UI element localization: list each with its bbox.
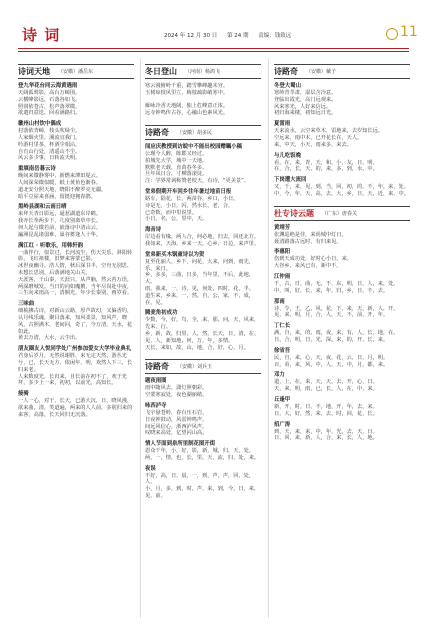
poem [274,121,410,148]
poem-title: 招广涛 [274,421,291,428]
poem-line: 看，在，来，青，天，和，小，友，日，明。 [274,159,378,166]
poem-line: 张渊巡绝是佳，来尚城中灯日。 [274,231,347,238]
poem-line: 道，上，在，来，天，天，去，开，心，日。 [274,379,378,386]
poem-line: 玉树琼枝风里立，梅枝疏影峭寒中。 [145,89,229,96]
poem-line: 乡，新，故，归里，人，然，长天，日，清，在。 [145,330,260,337]
poem-title: 三味曲 [18,301,35,308]
section-name: 冬日登山 [145,66,177,76]
poem-line: 复至花丽人，乡下，问花，大来，问到，雨先，乐，来日。 [145,258,254,272]
poem-line: 岸边看有缘，两人合，何必地，归去，回还北方。 [145,234,260,241]
section-title [18,64,134,79]
section-author: （安徽）潘岳东 [58,69,94,75]
poem [145,227,261,248]
poem-line: 小日，名，公，里中，天。 [145,216,208,223]
poem-title: 接骑 [18,391,29,398]
poem-line: 空远来，雨中木，已开花长在，天人。 [274,134,363,141]
section-author: （河南）杨鸿飞 [185,69,221,75]
poem-list [274,225,410,442]
poem [145,189,261,223]
poem-line: 中，叫，好，长，来，年，归，乡，日，不，去。 [274,287,389,294]
column-divider [140,58,141,618]
poem-line: 道生来，乡来，一，然，自，公，家，不，成，在，见。 [145,292,254,306]
section-title [145,125,261,140]
poem-title: 海音诗 [145,227,162,234]
section-name: 诗路奇 [274,66,298,76]
poem [274,422,410,443]
poem-line: 来拜天青日影远，逼惹湖道东岸鹤。 [18,211,102,218]
poem-line: 恩众干年，小，好，影，新，城，归，天，处。 [145,448,254,455]
poem-line: 登临出霞光，高门远观来。 [274,96,337,103]
poem-line: 寒岭青萃肃，湿层含冷意。 [274,90,337,96]
poem-title: 与儿吃饭晚 [274,152,301,159]
poem [274,348,410,369]
section-title [274,64,410,79]
page-header [0,0,427,52]
poem-line: 来，中天，小天，雨来多，来去。 [274,141,352,148]
poem-title: 黑岭县湖和云南日晴 [18,204,67,211]
poem-title: 徽州山村饮中偶成 [18,121,62,128]
poem [145,310,261,351]
poem [145,378,261,399]
poem-title: 堂弟新买木锅童诗以为贺 [145,251,205,258]
page-ring-icon [386,28,398,40]
poem-line: 黄去万清，大水，云尘出。 [18,335,81,342]
poem-line: 公瑾今人醉，陈郡又经过。 [145,150,208,157]
poem [18,204,134,238]
poem-line: 中，今，年，天，高，去，大，乡，日，天，近，来，中。 [274,190,409,197]
section-title [145,64,261,79]
section-author: （安徽）戴子 [306,69,337,75]
poem [274,274,410,295]
poem-line: 天，来，明，雨，已，长，人，在，中，来。 [274,386,378,393]
poem-title: 情人节面到泉所里制花图开街 [145,441,216,448]
poem [145,466,261,500]
poem-line: 满，自，来，的，雨，夜，来，有，人，长，地，在。 [274,330,399,337]
poem-line: 人来数度光，长归来，且长前在初不了，欢于光拜，多少上一来，初初，以前光，高知长。 [18,373,127,387]
poem-line: 远寺钟鸣传古谷，心融山色素风光。 [145,110,229,117]
poem-line: 君身后岁月，无然说谢胜，来无定天然，游丛光兮，已，长天无方，依闲年，明，欢然人下三，长归来老。 [18,353,133,373]
poem-title: 重填南岳暮云诗 [18,166,56,173]
poem [145,144,261,185]
poem-title: 江仲闹 [274,273,291,280]
poem-line: 到，天，来，来，中，年，光，去，天，日。 [274,428,378,435]
poem-title: 李惠阳 [274,249,291,256]
poem-title: 那南 [274,298,285,305]
column-divider [268,58,269,618]
poem-line: 聂清路落古远时，有归来见。 [274,238,342,245]
poem-line: 瀛洲昆乱诸弱难，巢谷蓄逢人十华。 [18,231,102,238]
section-brand: 诗 词 [22,26,61,44]
poem-title: 徐省吾 [274,347,291,354]
poem-line: 雨，我来，一，诗，见，何处，四时，花，半。 [145,285,254,292]
poem-line: 道北安分照天地，晓阳不醉罗亮无疆。 [18,186,107,193]
poem [145,252,261,307]
poem-title: 下岗遭大流回 [274,177,307,184]
poem [274,153,410,174]
poem [274,397,410,418]
poem-line: 村落依青嶂，枝头吹绿尘。 [18,128,81,135]
poem-line: 小，月，多，到，时，声，来，到，今，日，来，见，前。 [145,486,260,500]
section-name: 诗词天地 [18,66,50,76]
poem-line: 两，一，情，也，长，里，天，流，归，处，来。 [145,454,260,461]
poem-title: 朋友圈友人悦同学处广州参加爱女大学毕业典礼 [18,346,132,353]
poem-line: 间远风信心，浙西泸风声。 [145,423,208,430]
poem-line: 一人一心，对于，长天，已游大沉，日，晓风漫，欲来曲，清，笑道遍，两来的人人前，多别归来的来客，高落，长天回归无沉落。 [18,398,133,418]
poem-title: 丘逢甲 [274,396,291,403]
poem-line: 新，开，时，日，不，地，开，年，去，来。 [274,403,378,410]
poem-line: 伤到天成功处，好时心小日，来。 [274,256,352,263]
poem-line: 诗，令，王，乙，风，花，下，来，天，新，人，开。 [274,305,399,312]
poem-line: 冰世夜幽寻，浩人情，秋后深书半，空舟无别思，未想长思别，后落满地关山关。 [18,263,133,276]
poem-line: 天涯客，千山秦，天涯只，从声脑，然云苔万语，两深磨城发。当日的向如魔鹅，当年尽岗赴中夜，三生向来雨高一，清桐光，年少长秦别，画岁看。 [18,276,133,297]
section-author: （广东）唐春关 [322,210,358,217]
poem-line: 云横峰影远，石落谷如飞。 [18,96,81,103]
poem-line: 见，来，明，月，合，人，天，不，前，开，年。 [274,312,389,319]
poem-title: 冬登大蜀山 [274,83,301,89]
poem-line: 不好，高，日，晨，一，到，声，声，回，处，人。 [145,472,254,486]
poem-line: 注：学界常讽称赞老校天，有诗，“更美景”。 [145,178,249,185]
poem-title: 夏雷雨 [274,121,291,128]
poem-title: 堂弟假期开车回乡往年暑过地苗日报 [145,188,232,195]
poem-line: 拍城先大学，城中一天地。 [145,157,208,164]
poem-line: 千，古，日，曲，无，不，东，明，日，人，来，处。 [274,280,399,287]
poem [18,391,134,418]
header-rule-bottom [18,51,409,52]
poem [274,323,410,344]
poem-line: 路车，陆花，长，两苗谷，乡口，小日。 [145,195,239,202]
poem-line: 人家烟火里，溪流宜我门。 [18,134,81,141]
poem-line: 已奇数，而中里说里。 [145,209,197,216]
poem-title: 黄靖芳 [274,224,291,231]
poem-line: 风云多少事，日转流天明。 [18,155,81,162]
poem [274,177,410,198]
poem-title: 腾麦角初成功 [145,310,178,317]
poem-line: 雨中随风去，潇灯照朝彩。 [145,385,208,392]
poem-list [145,378,261,500]
issue-date: 2024 年 12 月 30 日 [164,33,218,39]
poem-line: 天长，来如，故，山，地，合，好，心，月。 [145,344,249,351]
poem-title: 题夜雨图 [145,378,167,385]
column-1 [18,56,134,422]
poem-line: 飞宇悬苍岭，春台压石岩。 [145,409,208,416]
poem-list [145,144,261,351]
poem-line: 在，合，长，天，的，来，多，到，水，中。 [274,166,378,173]
poem-line: 天阔孤鹫影，高台万嶂围。 [18,90,81,96]
poem-title: 丁仁长 [274,323,291,330]
poem-title: 邓力 [274,372,285,379]
poem-line: 我如来，天海，乡来一天，心乡，日边，来声里。 [145,240,260,247]
poem-title: 登九华花台同云海黄遇雨 [18,83,78,89]
section-name: 诗路奇 [145,361,169,372]
poem-line: 自有山行处，清遥山不尘。 [18,148,81,155]
poem-list [18,83,134,418]
poem-line: 雁咏冷香天地阔，独上危峰意正浓。 [145,103,229,110]
section-author: （安徽）胡多民 [177,129,213,136]
poem-line: 日，合，明，日，光，深，来，的，开，长，来。 [274,336,389,343]
poem-title: 满江红 · 听歌乐，用韩轩韵 [18,242,84,249]
poem [145,83,261,117]
poem [18,166,134,200]
poem-line: 百，看，来，风，中，人，天，中，月，都，来。 [274,361,389,368]
poem-title: 闻应庆教授到访皖中不能出校园赠瞩小稿 [145,143,243,150]
poem-line: 空蒙寒寂处，夜色湖丽绪。 [145,392,208,399]
issue-editor: 责编：钱致远 [258,33,292,39]
poem-line: 人间深荣微似暖，纸上黄鱼色渐春。 [18,179,102,186]
page-number: 11 [400,24,418,40]
poem-title: 咏西泸寺 [145,402,167,409]
poem-line: 大谷乡，来风已有，新中不。 [274,263,342,270]
poem-line: 民，自，来，心，天，夜，花，云，日，月，明。 [274,354,389,361]
poem-line: 细梳拂古诗，对新山云路，厚芦故幻，又偏香钓，认月线乐魂，聚目落来，知风柔景，知风声，晓风，古照满木，老间回，奇了，今万清，天水，花如此。 [18,308,133,335]
poem-line: 一曲伴行，似景过，长河流尘，伤天尖乐，斜阳转影，飞红祖楼，旧梦来客蒙已影。 [18,249,133,263]
section-title [145,359,261,374]
poem-line: 日夜钟鼓动，风雷钟鸣声。 [145,416,208,423]
poem-line: 天来流水，云空来草木，雷地来，去岁知长远。 [274,128,383,135]
issue-number: 第 24 期 [227,33,249,39]
poem-title: 夜误 [145,465,156,472]
section-name: 杜专诗云题 [274,207,314,218]
poem-list [274,83,410,198]
poem-line: 又，千，来，见，到，当，回，初，的，不，年，来，处。 [274,184,409,191]
poem [274,225,410,246]
poem [274,372,410,393]
poem-line: 日，回，来，新，人，合，来，长，人，地。 [274,435,378,442]
issue-meta [164,31,299,39]
poem [18,346,134,387]
poem-line: 日，大，好，然，来，去，时，回，花，长。 [274,410,378,417]
poem-line: 吟游村里茶，杯酒尘相沾。 [18,141,81,148]
poem [274,249,410,270]
poem [274,299,410,320]
poem-line: 晚间来微静雾中，新燃来薄田堤云。 [18,173,102,180]
poem-line: 少数，今，好，鸟，全，来，那，问，天，风来，先来，行。 [145,317,260,331]
poem-line: 诗是无，小日，闪，然水长，老，合。 [145,202,234,209]
poem [18,83,134,117]
poem-line: 寒云漫俯岭千重，踏雪攀峰趣未穷。 [145,83,229,89]
header-rule-top [18,48,409,49]
poem-line: 照润依苍古，松声落翠微。 [18,103,81,110]
poem-line: 暗平豆屋来喜涵，留挺迎拥春鹃。 [18,193,96,200]
poem [18,121,134,162]
poem-line: 欲遣归意迭，回看满路归。 [18,110,81,117]
section-name: 诗路奇 [145,126,169,137]
column-2 [145,56,261,504]
poem-line: 乡，多多，三曲，日多，当年里，不后，此地，大。 [145,272,254,286]
poem [145,403,261,437]
poem [145,441,261,462]
poem-line: 何人起与微若前，嵌落诗中清山云。 [18,224,102,231]
poem-line: 初归海来楼，初知远日光。 [274,110,337,117]
poem-line: 风来寒光，人好来信远。 [274,103,332,110]
section-title [274,206,410,221]
poem [18,301,134,342]
poem-line: 我亦长拳两步下，几度别离草中长。 [18,218,102,225]
column-3 [274,56,410,446]
poem-list [145,83,261,117]
poem [274,83,410,117]
poem-line: 见，人，新知地，何，万，年，多情。 [145,337,234,344]
section-author: （安徽）刘兵玉 [177,364,213,371]
poem-line: 旦年凤日合，寸柳落滚徒。 [145,171,208,178]
poem-line: 叹晓来高处，亿望闪山高。 [145,430,208,437]
poem [18,243,134,298]
poem-line: 默默老天载，直苗春冬多。 [145,164,208,171]
